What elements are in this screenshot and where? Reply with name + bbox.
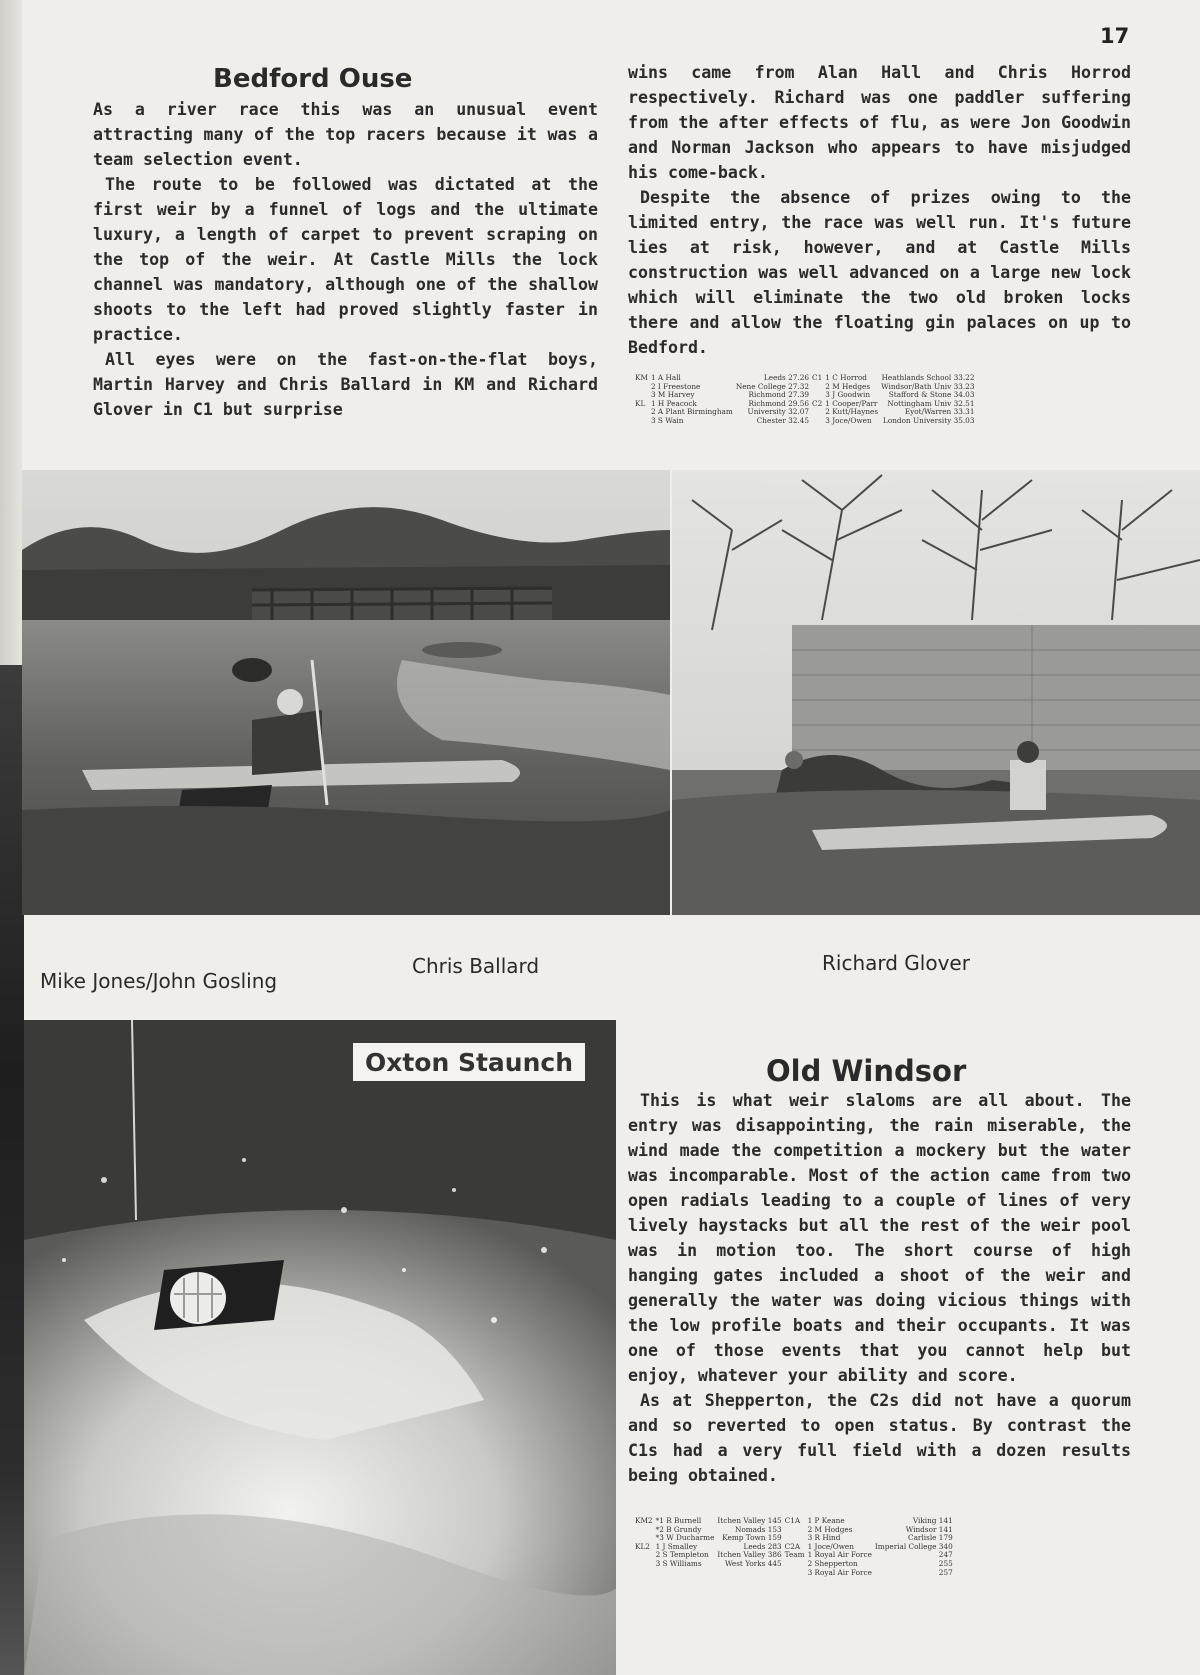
windsor-results-cell <box>635 1526 656 1535</box>
bedford-results-cell: 3 S Wain <box>650 415 684 425</box>
windsor-results-cell: Itchen Valley 145 <box>717 1516 782 1525</box>
photo-lock-wall-canoe <box>672 470 1200 915</box>
windsor-results-cell: C1A <box>784 1516 801 1525</box>
bedford-results-table <box>635 374 977 426</box>
windsor-results-cell: KL2 <box>635 1541 650 1551</box>
windsor-results-cell: KM2 <box>635 1516 653 1525</box>
photo-weir-kayak <box>22 470 670 915</box>
bedford-paragraph-1: As a river race this was an unusual event attracting many of the top racers because it was a team selection event. <box>93 100 598 169</box>
photo-rough-water-paddler <box>24 1020 616 1675</box>
bedford-results-cell: Windsor/Bath Univ 33.23 <box>881 381 975 391</box>
windsor-results-cell <box>635 1551 656 1560</box>
bedford-results-cell: 2 M Hedges <box>825 381 871 391</box>
windsor-results-cell: C2A <box>784 1541 801 1551</box>
windsor-paragraph-1: This is what weir slaloms are all about. The entry was disappointing, the rain miserable, the wind made the competition a mockery but the water was incomparable. Most of the action came from two open radials leading to a couple of lines of very lively haystacks but all the rest of the weir pool was in motion too. The short course of high hanging gates included a shoot of the weir and generally the water was doing vicious things with the low profile boats and their occupants. It was one of those events that you cannot help but enjoy, whatever your ability and score. <box>628 1091 1131 1385</box>
bedford-paragraph-4: wins came from Alan Hall and Chris Horrod respectively. Richard was one paddler suffering from the after effects of flu, as were Jon Goodwin and Norman Jackson who appears to have misjudged his come-back. <box>628 63 1131 182</box>
bedford-results-cell <box>635 408 651 417</box>
bedford-article-col2 <box>628 60 1131 360</box>
windsor-results-cell: Team <box>784 1550 805 1560</box>
windsor-results-cell <box>635 1560 656 1569</box>
photo-label-oxton-staunch: Oxton Staunch <box>353 1043 585 1081</box>
bedford-results-cell: 3 M Harvey <box>650 390 695 400</box>
windsor-results-cell: Windsor 141 <box>905 1524 953 1534</box>
bedford-results-cell: KL <box>635 398 646 408</box>
windsor-results-cell: Carlisle 179 <box>908 1533 953 1543</box>
bedford-results-row <box>635 417 977 426</box>
page-number: 17 <box>1100 24 1130 48</box>
windsor-results-table <box>635 1517 956 1577</box>
bedford-results-cell: Chester 32.45 <box>756 415 810 425</box>
windsor-results-cell: 3 Royal Air Force <box>807 1567 872 1577</box>
bedford-results-cell: Stafford & Stone 34.03 <box>888 390 975 400</box>
bedford-results-cell: 1 H Peacock <box>650 398 697 408</box>
bedford-results-cell <box>812 417 825 426</box>
bedford-results-cell: Richmond 27.39 <box>748 390 810 400</box>
bedford-results <box>635 374 977 426</box>
windsor-results-cell: 2 M Hodges <box>807 1524 853 1534</box>
bedford-results-cell: 2 I Freestone <box>650 381 701 391</box>
windsor-paragraph-2: As at Shepperton, the C2s did not have a quorum and so reverted to open status. By contrast the C1s had a very full field with a dozen results being obtained. <box>628 1391 1131 1485</box>
windsor-results <box>635 1517 956 1577</box>
windsor-results-cell <box>785 1560 808 1569</box>
windsor-heading: Old Windsor <box>766 1054 967 1088</box>
page-edge-shadow <box>0 665 24 1675</box>
bedford-results-cell <box>812 383 825 392</box>
windsor-results-cell: 247 <box>938 1550 953 1560</box>
windsor-results-cell: Imperial College 340 <box>874 1541 953 1551</box>
bedford-results-cell: Eyot/Warren 33.31 <box>904 407 975 417</box>
bedford-results-cell: London University 35.03 <box>882 415 975 425</box>
windsor-results-cell: 2 Shepperton <box>807 1558 858 1568</box>
bedford-paragraph-2: The route to be followed was dictated at the first weir by a funnel of logs and the ultimate luxury, a length of carpet to prevent scraping on the top of the weir. At Castle Mills the lock channel was mandatory, although one of the shallow shoots to the left had proved slightly faster in practice. <box>93 175 598 344</box>
windsor-results-cell <box>656 1569 718 1578</box>
bedford-results-cell: 2 A Plant Birmingham <box>650 407 733 417</box>
windsor-results-cell <box>785 1569 808 1578</box>
windsor-results-cell: Kemp Town 159 <box>722 1533 782 1543</box>
bedford-results-cell: Nene College 27.32 <box>735 381 810 391</box>
bedford-results-cell: C1 <box>812 373 823 382</box>
windsor-results-row <box>635 1569 956 1578</box>
windsor-results-cell: Itchen Valley 386 <box>717 1550 782 1560</box>
windsor-results-cell: 1 P Keane <box>807 1516 845 1525</box>
windsor-results-cell: 257 <box>938 1567 953 1577</box>
windsor-results-cell: 1 Joce/Owen <box>807 1541 854 1551</box>
caption-chris-ballard: Chris Ballard <box>412 954 540 978</box>
photo-richard-glover <box>672 470 1200 915</box>
windsor-results-cell: West Yorks 445 <box>724 1558 782 1568</box>
windsor-results-cell: *3 W Ducharme <box>655 1533 715 1543</box>
windsor-results-cell: Nomads 153 <box>734 1524 782 1534</box>
windsor-results-cell: Viking 141 <box>912 1516 953 1525</box>
bedford-heading: Bedford Ouse <box>213 64 413 94</box>
bedford-results-cell: 1 Cooper/Parr <box>825 398 878 408</box>
bedford-results-cell: Heathlands School 33.22 <box>881 373 975 382</box>
windsor-results-cell: Leeds 283 <box>743 1541 782 1551</box>
bedford-paragraph-5: Despite the absence of prizes owing to the limited entry, the race was well run. It's future lies at risk, however, and at Castle Mills construction was well advanced on a large new lock which will eliminate the two old broken locks there and allow the floating gin palaces on up to Bedford. <box>628 188 1131 357</box>
bedford-results-cell: Nottingham Univ 32.51 <box>887 398 975 408</box>
bedford-results-cell <box>635 417 651 426</box>
bedford-results-cell <box>635 383 651 392</box>
windsor-article <box>628 1088 1131 1488</box>
bedford-results-cell <box>812 408 825 417</box>
bedford-article-col1 <box>93 97 598 422</box>
bedford-results-cell: KM <box>635 373 648 382</box>
bedford-results-cell: C2 <box>812 398 823 408</box>
bedford-results-cell: 1 C Horrod <box>825 373 867 382</box>
windsor-results-row <box>635 1560 956 1569</box>
windsor-results-cell: *2 B Grundy <box>655 1524 702 1534</box>
windsor-results-cell <box>717 1569 784 1578</box>
windsor-results-cell: 1 J Smalley <box>655 1541 698 1551</box>
bedford-results-cell: Richmond 29.56 <box>748 398 810 408</box>
caption-richard-glover: Richard Glover <box>822 951 970 975</box>
windsor-results-cell: 255 <box>938 1558 953 1568</box>
windsor-results-cell: 3 S Williams <box>655 1558 702 1568</box>
photo-oxton-staunch <box>24 1020 616 1675</box>
windsor-results-cell: *1 R Burnell <box>655 1516 702 1525</box>
bedford-results-cell: 2 Kutt/Haynes <box>825 407 879 417</box>
bedford-paragraph-3: All eyes were on the fast-on-the-flat boys, Martin Harvey and Chris Ballard in KM and Richard Glover in C1 but surprise <box>93 350 598 419</box>
bedford-results-cell: 3 J Goodwin <box>825 390 871 400</box>
windsor-results-cell: 3 R Hind <box>807 1533 841 1543</box>
bedford-results-cell: Leeds 27.26 <box>763 373 810 382</box>
windsor-results-cell <box>785 1526 808 1535</box>
photo-chris-ballard <box>22 470 670 915</box>
bedford-results-cell: University 32.07 <box>747 407 810 417</box>
windsor-results-cell <box>635 1569 656 1578</box>
windsor-results-cell: 1 Royal Air Force <box>807 1550 872 1560</box>
bedford-results-cell: 3 Joce/Owen <box>825 415 872 425</box>
bedford-results-cell: 1 A Hall <box>650 373 681 382</box>
caption-mike-jones-john-gosling: Mike Jones/John Gosling <box>40 969 278 993</box>
windsor-results-cell: 2 S Templeton <box>655 1550 709 1560</box>
